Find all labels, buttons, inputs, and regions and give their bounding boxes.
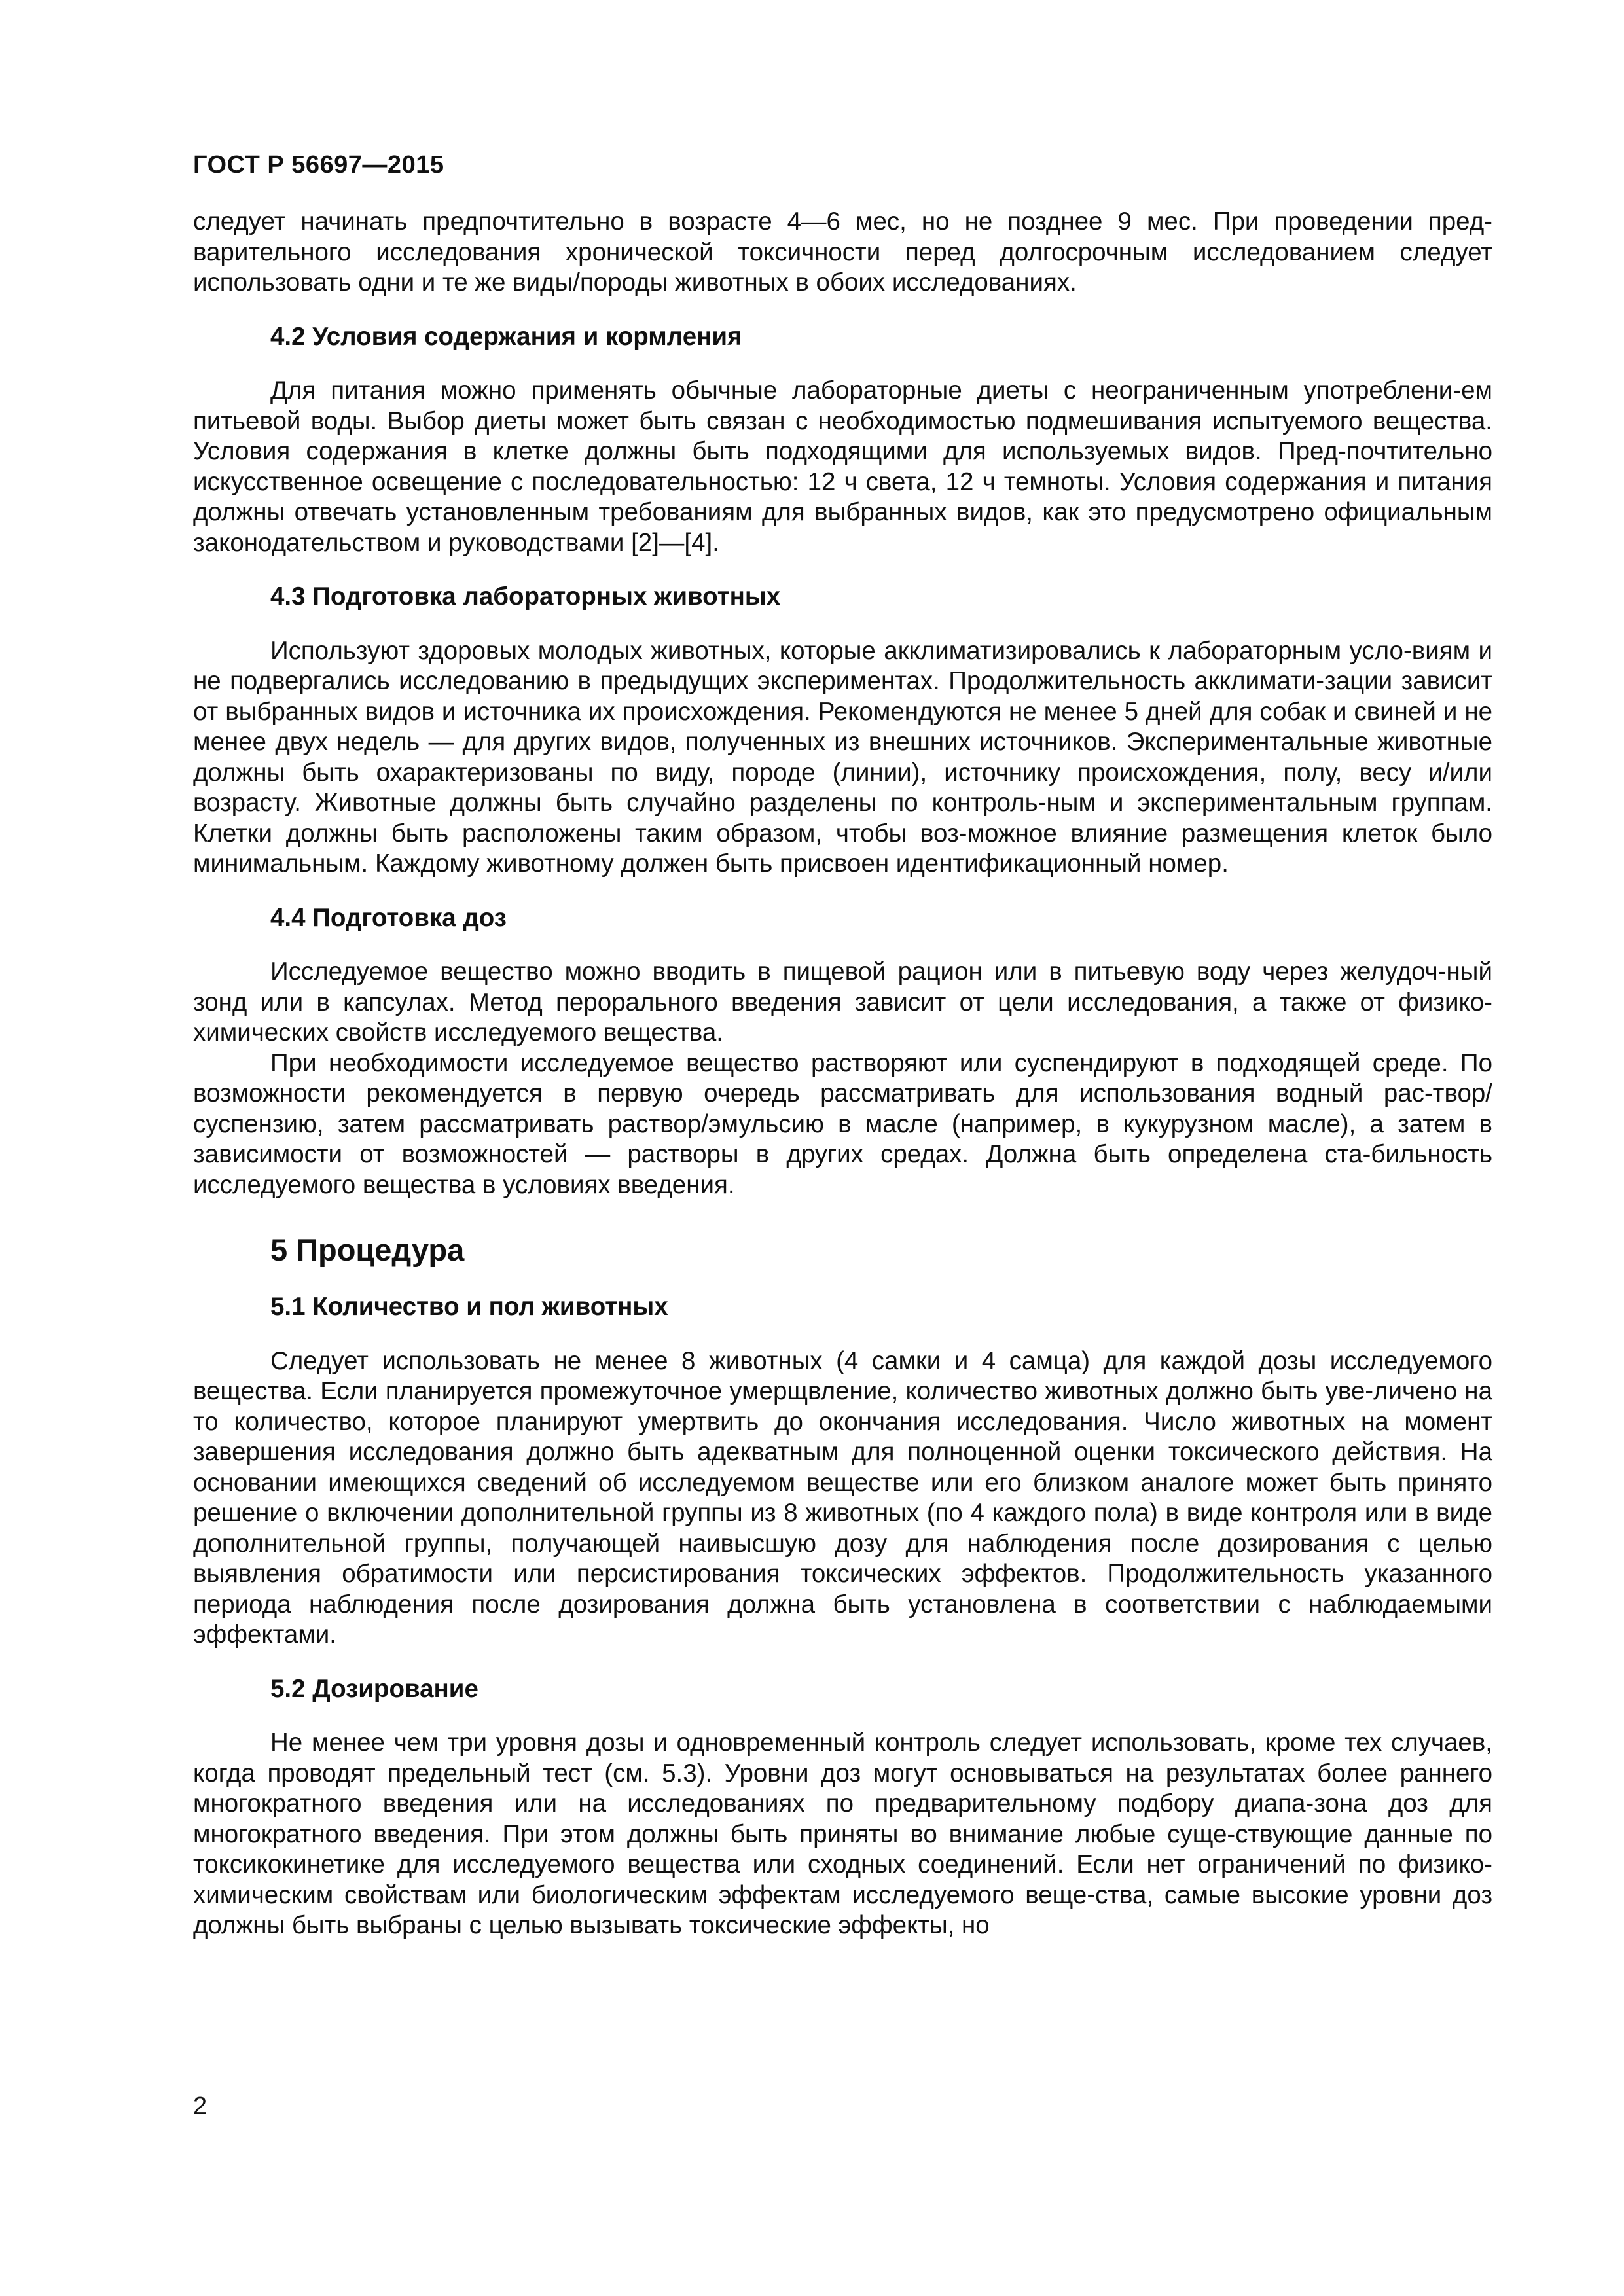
section-heading-5-2: 5.2 Дозирование [270, 1674, 478, 1703]
spacer [193, 1268, 1492, 1292]
paragraph-4-4-b: При необходимости исследуемое вещество растворяют или суспендируют в подходящей среде. По возможности рекомендуется в первую очередь рассматривать для использования водный рас-твор/суспензию, затем рассматривать раствор/эмульсию в масле (например, в кукурузном масле), а затем в зависимости от возможностей — растворы в других средах. Должна быть определена ста-бильность исследуемого вещества в условиях введения. [193, 1049, 1492, 1199]
paragraph-4-4-a: Исследуемое вещество можно вводить в пищевой рацион или в питьевую воду через желудоч-ный зонд или в капсулах. Метод перорального введения зависит от цели исследования, а также от физико-химических свойств исследуемого вещества. [193, 958, 1492, 1047]
document-page [193, 149, 1492, 1941]
spacer [193, 613, 1492, 636]
spacer [193, 1704, 1492, 1728]
paragraph-intro: следует начинать предпочтительно в возрасте 4—6 мес, но не позднее 9 мес. При проведении пред-варительного исследования хронической токсичности перед долгосрочным исследованием следует использовать одни и те же виды/породы животных в обоих исследованиях. [193, 207, 1492, 296]
spacer [193, 880, 1492, 903]
paragraph-4-2: Для питания можно применять обычные лабораторные диеты с неограниченным употреблени-ем питьевой воды. Выбор диеты может быть связан с необходимостью подмешивания испытуемого вещества. Условия содержания в клетке должны быть подходящими для используемых видов. Пред-почтительно искусственное освещение с последовательностью: 12 ч света, 12 ч темноты. Условия содержания и питания должны отвечать установленным требованиям для выбранных видов, как это предусмотрено официальным законодательством и руководствами [2]—[4]. [193, 376, 1492, 557]
spacer [193, 352, 1492, 376]
spacer [193, 933, 1492, 957]
section-heading-5-1: 5.1 Количество и пол животных [270, 1293, 668, 1321]
page-number: 2 [193, 2092, 208, 2120]
section-heading-5: 5 Процедура [270, 1232, 465, 1267]
spacer [193, 298, 1492, 322]
paragraph-4-3: Используют здоровых молодых животных, которые акклиматизировались к лабораторным усло-виям и не подвергались исследованию в предыдущих экспериментах. Продолжительность акклимати-зации зависит от выбранных видов и источника их происхождения. Рекомендуются не менее 5 дней для собак и свиней и не менее двух недель — для других видов, полученных из внешних источников. Экспериментальные животные должны быть охарактеризованы по виду, породе (линии), источнику происхождения, полу, весу и/или возрасту. Животные должны быть случайно разделены по контроль-ным и экспериментальным группам. Клетки должны быть расположены таким образом, чтобы воз-можное влияние размещения клеток было минимальным. Каждому животному должен быть присвоен идентификационный номер. [193, 636, 1492, 878]
section-heading-4-3: 4.3 Подготовка лабораторных животных [270, 583, 781, 611]
section-heading-4-4: 4.4 Подготовка доз [270, 903, 507, 932]
section-heading-4-2: 4.2 Условия содержания и кормления [270, 322, 742, 351]
paragraph-5-2: Не менее чем три уровня дозы и одновременный контроль следует использовать, кроме тех случаев, когда проводят предельный тест (см. 5.3). Уровни доз могут основываться на результатах более раннего многократного введения или на исследованиях по предварительному подбору диапа-зона доз для многократного введения. При этом должны быть приняты во внимание любые суще-ствующие данные по токсикокинетике для исследуемого вещества или сходных соединений. Если нет ограничений по физико-химическим свойствам или биологическим эффектам исследуемого веще-ства, самые высокие уровни доз должны быть выбраны с целью вызывать токсические эффекты, но [193, 1729, 1492, 1939]
spacer [193, 1200, 1492, 1232]
document-id-header: ГОСТ Р 56697—2015 [193, 151, 444, 179]
paragraph-5-1: Следует использовать не менее 8 животных (4 самки и 4 самца) для каждой дозы исследуемого вещества. Если планируется промежуточное умерщвление, количество животных должно быть уве-личено на то количество, которое планируют умертвить до окончания исследования. Число животных на момент завершения исследования должно быть адекватным для полноценной оценки токсического действия. На основании имеющихся сведений об исследуемом веществе или его близком аналоге может быть принято решение о включении дополнительной группы из 8 животных (по 4 каждого пола) в виде контроля или в виде дополнительной группы, получающей наивысшую дозу для наблюдения после дозирования с целью выявления обратимости или персистирования токсических эффектов. Продолжительность указанного периода наблюдения после дозирования должна быть установлена в соответствии с наблюдаемыми эффектами. [193, 1346, 1492, 1649]
spacer [193, 1323, 1492, 1346]
spacer [193, 558, 1492, 582]
spacer [193, 1651, 1492, 1674]
